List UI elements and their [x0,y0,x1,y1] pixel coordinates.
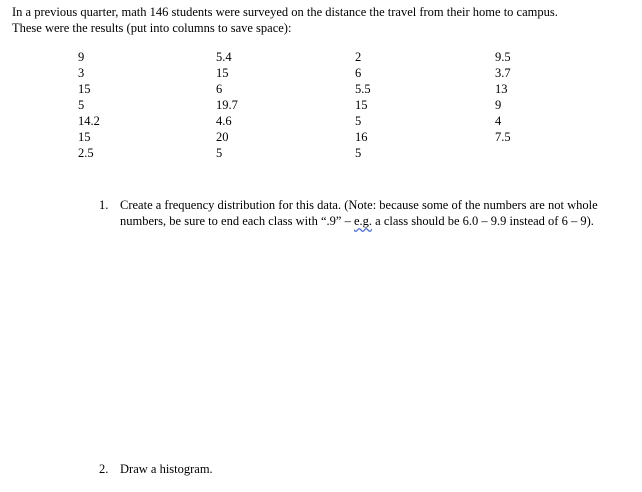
question-number: 1. [99,198,109,212]
data-value: 5.5 [355,82,371,96]
data-value: 2.5 [78,146,94,160]
data-value: 15 [216,66,229,80]
data-value: 3.7 [495,66,511,80]
question-text: Draw a histogram. [120,462,213,476]
data-value: 7.5 [495,130,511,144]
data-value: 5.4 [216,50,232,64]
intro-line-1: In a previous quarter, math 146 students were surveyed on the distance the travel from their home to campus. [12,5,558,19]
data-value: 2 [355,50,362,64]
data-value: 16 [355,130,368,144]
data-value: 4.6 [216,114,232,128]
data-value: 9 [495,98,502,112]
data-column-2 [216,49,238,161]
data-value: 5 [355,146,362,160]
data-value: 14.2 [78,114,100,128]
data-value: 19.7 [216,98,238,112]
data-value: 6 [216,82,223,96]
question-1 [99,197,619,229]
data-column-1 [78,49,100,161]
data-value: 4 [495,114,502,128]
data-value: 3 [78,66,85,80]
data-value: 5 [78,98,85,112]
data-value: 20 [216,130,229,144]
data-value: 15 [355,98,368,112]
data-column-3 [355,49,371,161]
question-number: 2. [99,462,109,476]
question-2 [99,461,619,477]
eg-abbreviation: e.g. [353,214,373,228]
data-value: 15 [78,82,91,96]
data-value: 5 [355,114,362,128]
data-value: 6 [355,66,362,80]
question-text-part: Create a frequency distribution for this data. (Note: because some of the numbers are not whole numbers, be sure to end each class with “.9” – [120,198,598,228]
intro-line-2: These were the results (put into columns to save space): [12,21,292,35]
data-value: 5 [216,146,223,160]
question-text [120,197,619,229]
data-value: 13 [495,82,508,96]
intro-paragraph [12,4,640,36]
data-column-4 [495,49,511,145]
question-text-part: a class should be 6.0 – 9.9 instead of 6 – 9). [372,214,594,228]
data-value: 9 [78,50,85,64]
data-value: 15 [78,130,91,144]
data-value: 9.5 [495,50,511,64]
